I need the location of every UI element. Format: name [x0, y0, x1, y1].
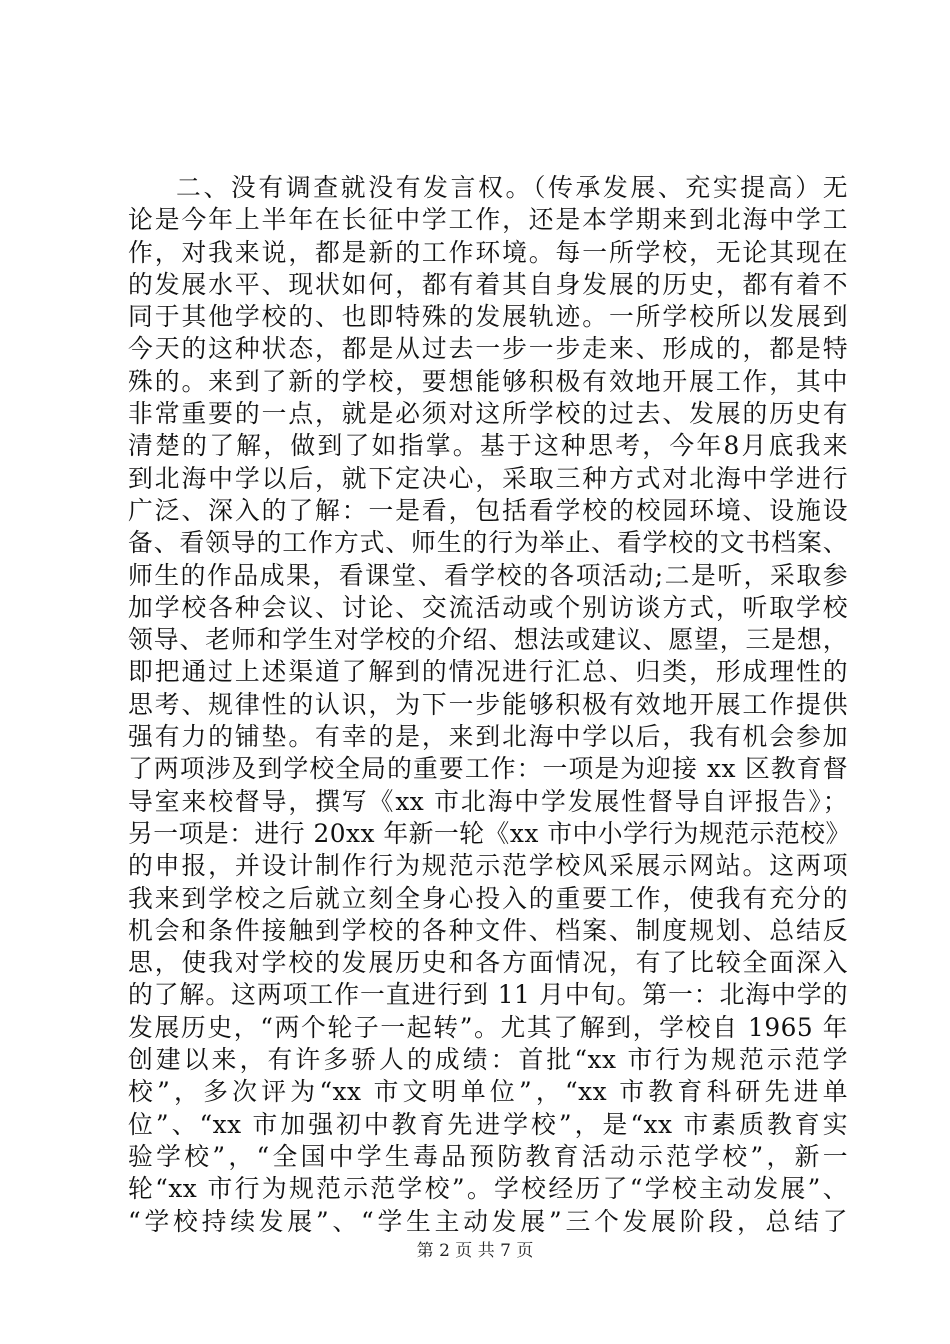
text-line: 到北海中学以后，就下定决心，采取三种方式对北海中学进行: [128, 463, 848, 493]
text-line: 的申报，并设计制作行为规范示范学校风采展示网站。这两项: [128, 851, 848, 881]
text-line: 的了解。这两项工作一直进行到 11 月中旬。第一：北海中学的: [128, 980, 848, 1010]
text-line: 作，对我来说，都是新的工作环境。每一所学校，无论其现在: [128, 237, 848, 267]
text-line: 今天的这种状态，都是从过去一步一步走来、形成的，都是特: [128, 334, 848, 364]
text-line: 加学校各种会议、讨论、交流活动或个别访谈方式，听取学校: [128, 592, 848, 622]
text-line: 非常重要的一点，就是必须对这所学校的过去、发展的历史有: [128, 399, 848, 429]
body-paragraph: [128, 172, 851, 1238]
text-line: 即把通过上述渠道了解到的情况进行汇总、归类，形成理性的: [128, 657, 848, 687]
text-line: “学校持续发展”、“学生主动发展”三个发展阶段，总结了: [128, 1206, 848, 1236]
text-line: 论是今年上半年在长征中学工作，还是本学期来到北海中学工: [128, 205, 848, 235]
text-line: 备、看领导的工作方式、师生的行为举止、看学校的文书档案、: [128, 528, 848, 558]
text-line: 位”、“xx 市加强初中教育先进学校”，是“xx 市素质教育实: [128, 1109, 848, 1139]
text-line: 的发展水平、现状如何，都有着其自身发展的历史，都有着不: [128, 269, 848, 299]
text-line: 同于其他学校的、也即特殊的发展轨迹。一所学校所以发展到: [128, 302, 848, 332]
text-line: 了两项涉及到学校全局的重要工作：一项是为迎接 xx 区教育督: [128, 754, 848, 784]
text-line: 领导、老师和学生对学校的介绍、想法或建议、愿望，三是想，: [128, 625, 848, 655]
text-line: 师生的作品成果，看课堂、看学校的各项活动;二是听，采取参: [128, 560, 848, 590]
text-line: 殊的。来到了新的学校，要想能够积极有效地开展工作，其中: [128, 366, 848, 396]
text-line: 轮“xx 市行为规范示范学校”。学校经历了“学校主动发展”、: [128, 1174, 848, 1204]
text-line: 创建以来，有许多骄人的成绩：首批“xx 市行为规范示范学: [128, 1045, 848, 1075]
text-line: 机会和条件接触到学校的各种文件、档案、制度规划、总结反: [128, 915, 848, 945]
text-line: 发展历史，“两个轮子一起转”。尤其了解到，学校自 1965 年: [128, 1012, 848, 1042]
text-line: 校”，多次评为“xx 市文明单位”，“xx 市教育科研先进单: [128, 1077, 848, 1107]
text-line: 思考、规律性的认识，为下一步能够积极有效地开展工作提供: [128, 689, 848, 719]
text-line: 思，使我对学校的发展历史和各方面情况，有了比较全面深入: [128, 948, 848, 978]
page-number-indicator: 第 2 页 共 7 页: [416, 1241, 534, 1261]
text-line: 二、没有调查就没有发言权。（传承发展、充实提高）无: [176, 173, 848, 202]
text-line: 另一项是：进行 20xx 年新一轮《xx 市中小学行为规范示范校》: [128, 818, 851, 848]
page-footer: [0, 1240, 950, 1262]
text-line: 导室来校督导，撰写《xx 市北海中学发展性督导自评报告》；: [128, 786, 848, 816]
text-line: 强有力的铺垫。有幸的是，来到北海中学以后，我有机会参加: [128, 722, 848, 752]
text-line: 清楚的了解，做到了如指掌。基于这种思考，今年8月底我来: [128, 431, 848, 461]
text-line: 我来到学校之后就立刻全身心投入的重要工作，使我有充分的: [128, 883, 848, 913]
text-line: 验学校”，“全国中学生毒品预防教育活动示范学校”，新一: [128, 1141, 848, 1171]
text-line: 广泛、深入的了解：一是看，包括看学校的校园环境、设施设: [128, 495, 848, 525]
